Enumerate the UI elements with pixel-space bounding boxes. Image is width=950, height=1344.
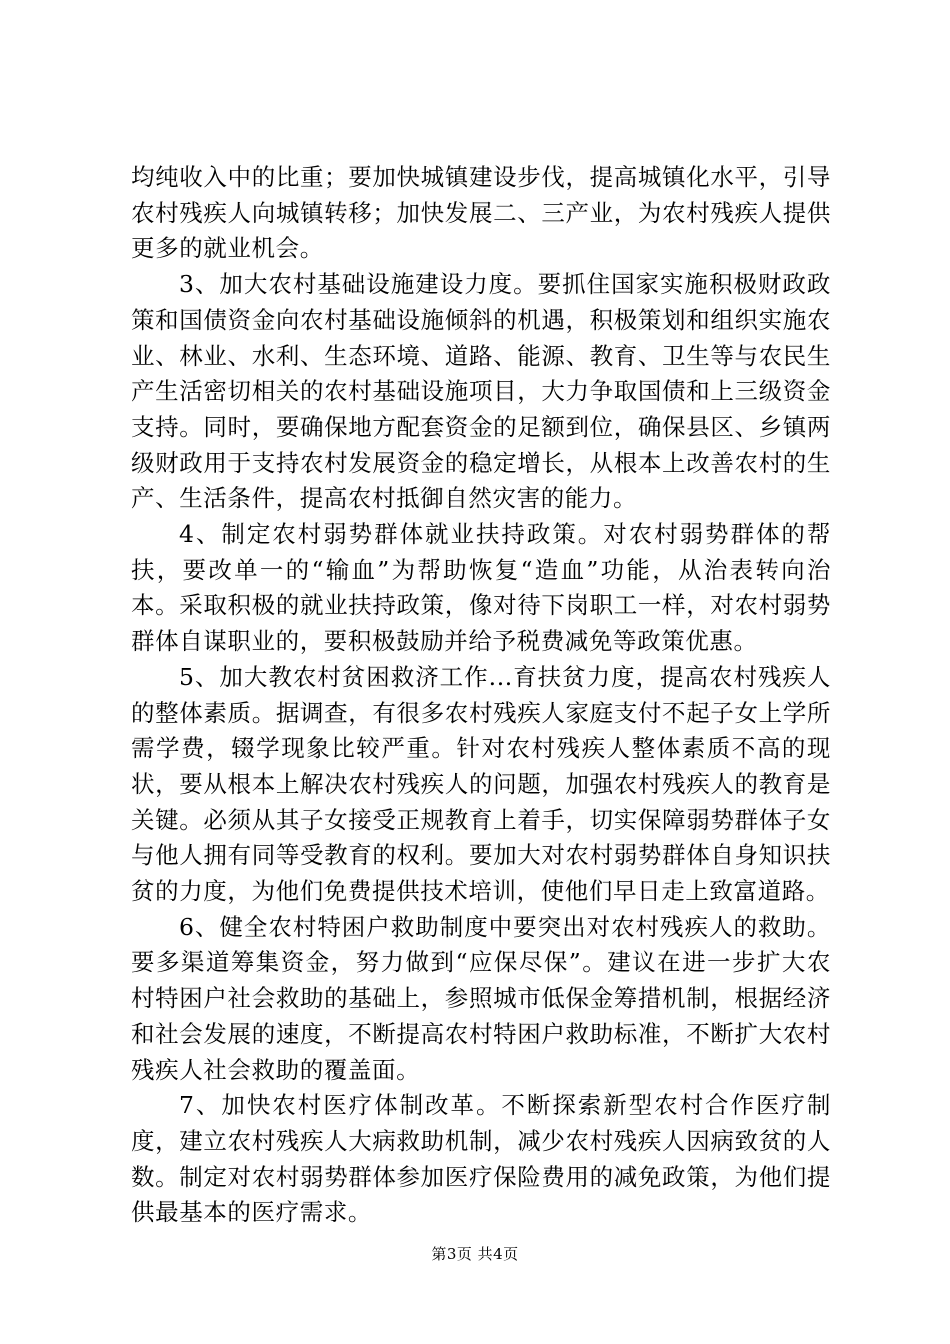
paragraph-item-6: 6、健全农村特困户救助制度中要突出对农村残疾人的救助。要多渠道筹集资金，努力做到“应保尽保”。建议在进一步扩大农村特困户社会救助的基础上，参照城市低保金筹措机制，根据经济和社会发展的速度，不断提高农村特困户救助标准，不断扩大农村残疾人社会救助的覆盖面。	[131, 912, 831, 1084]
paragraph-item-7: 7、加快农村医疗体制改革。不断探索新型农村合作医疗制度，建立农村残疾人大病救助机制，减少农村残疾人因病致贫的人数。制定对农村弱势群体参加医疗保险费用的减免政策，为他们提供最基本的医疗需求。	[131, 1091, 831, 1227]
page-number-footer: 第3页 共4页	[431, 1245, 519, 1263]
document-body	[131, 160, 831, 1231]
paragraph-item-5: 5、加大教农村贫困救济工作...育扶贫力度，提高农村残疾人的整体素质。据调查，有很多农村残疾人家庭支付不起子女上学所需学费，辍学现象比较严重。针对农村残疾人整体素质不高的现状，要从根本上解决农村残疾人的问题，加强农村残疾人的教育是关键。必须从其子女接受正规教育上着手，切实保障弱势群体子女与他人拥有同等受教育的权利。要加大对农村弱势群体自身知识扶贫的力度，为他们免费提供技术培训，使他们早日走上致富道路。	[131, 662, 831, 906]
paragraph-continuation: 均纯收入中的比重；要加快城镇建设步伐，提高城镇化水平，引导农村残疾人向城镇转移；加快发展二、三产业，为农村残疾人提供更多的就业机会。	[131, 163, 831, 263]
paragraph-item-4: 4、制定农村弱势群体就业扶持政策。对农村弱势群体的帮扶，要改单一的“输血”为帮助恢复“造血”功能，从治表转向治本。采取积极的就业扶持政策，像对待下岗职工一样，对农村弱势群体自谋职业的，要积极鼓励并给予税费减免等政策优惠。	[131, 520, 831, 656]
paragraph-item-3: 3、加大农村基础设施建设力度。要抓住国家实施积极财政政策和国债资金向农村基础设施倾斜的机遇，积极策划和组织实施农业、林业、水利、生态环境、道路、能源、教育、卫生等与农民生产生活密切相关的农村基础设施项目，大力争取国债和上三级资金支持。同时，要确保地方配套资金的足额到位，确保县区、乡镇两级财政用于支持农村发展资金的稳定增长，从根本上改善农村的生产、生活条件，提高农村抵御自然灾害的能力。	[131, 270, 831, 513]
